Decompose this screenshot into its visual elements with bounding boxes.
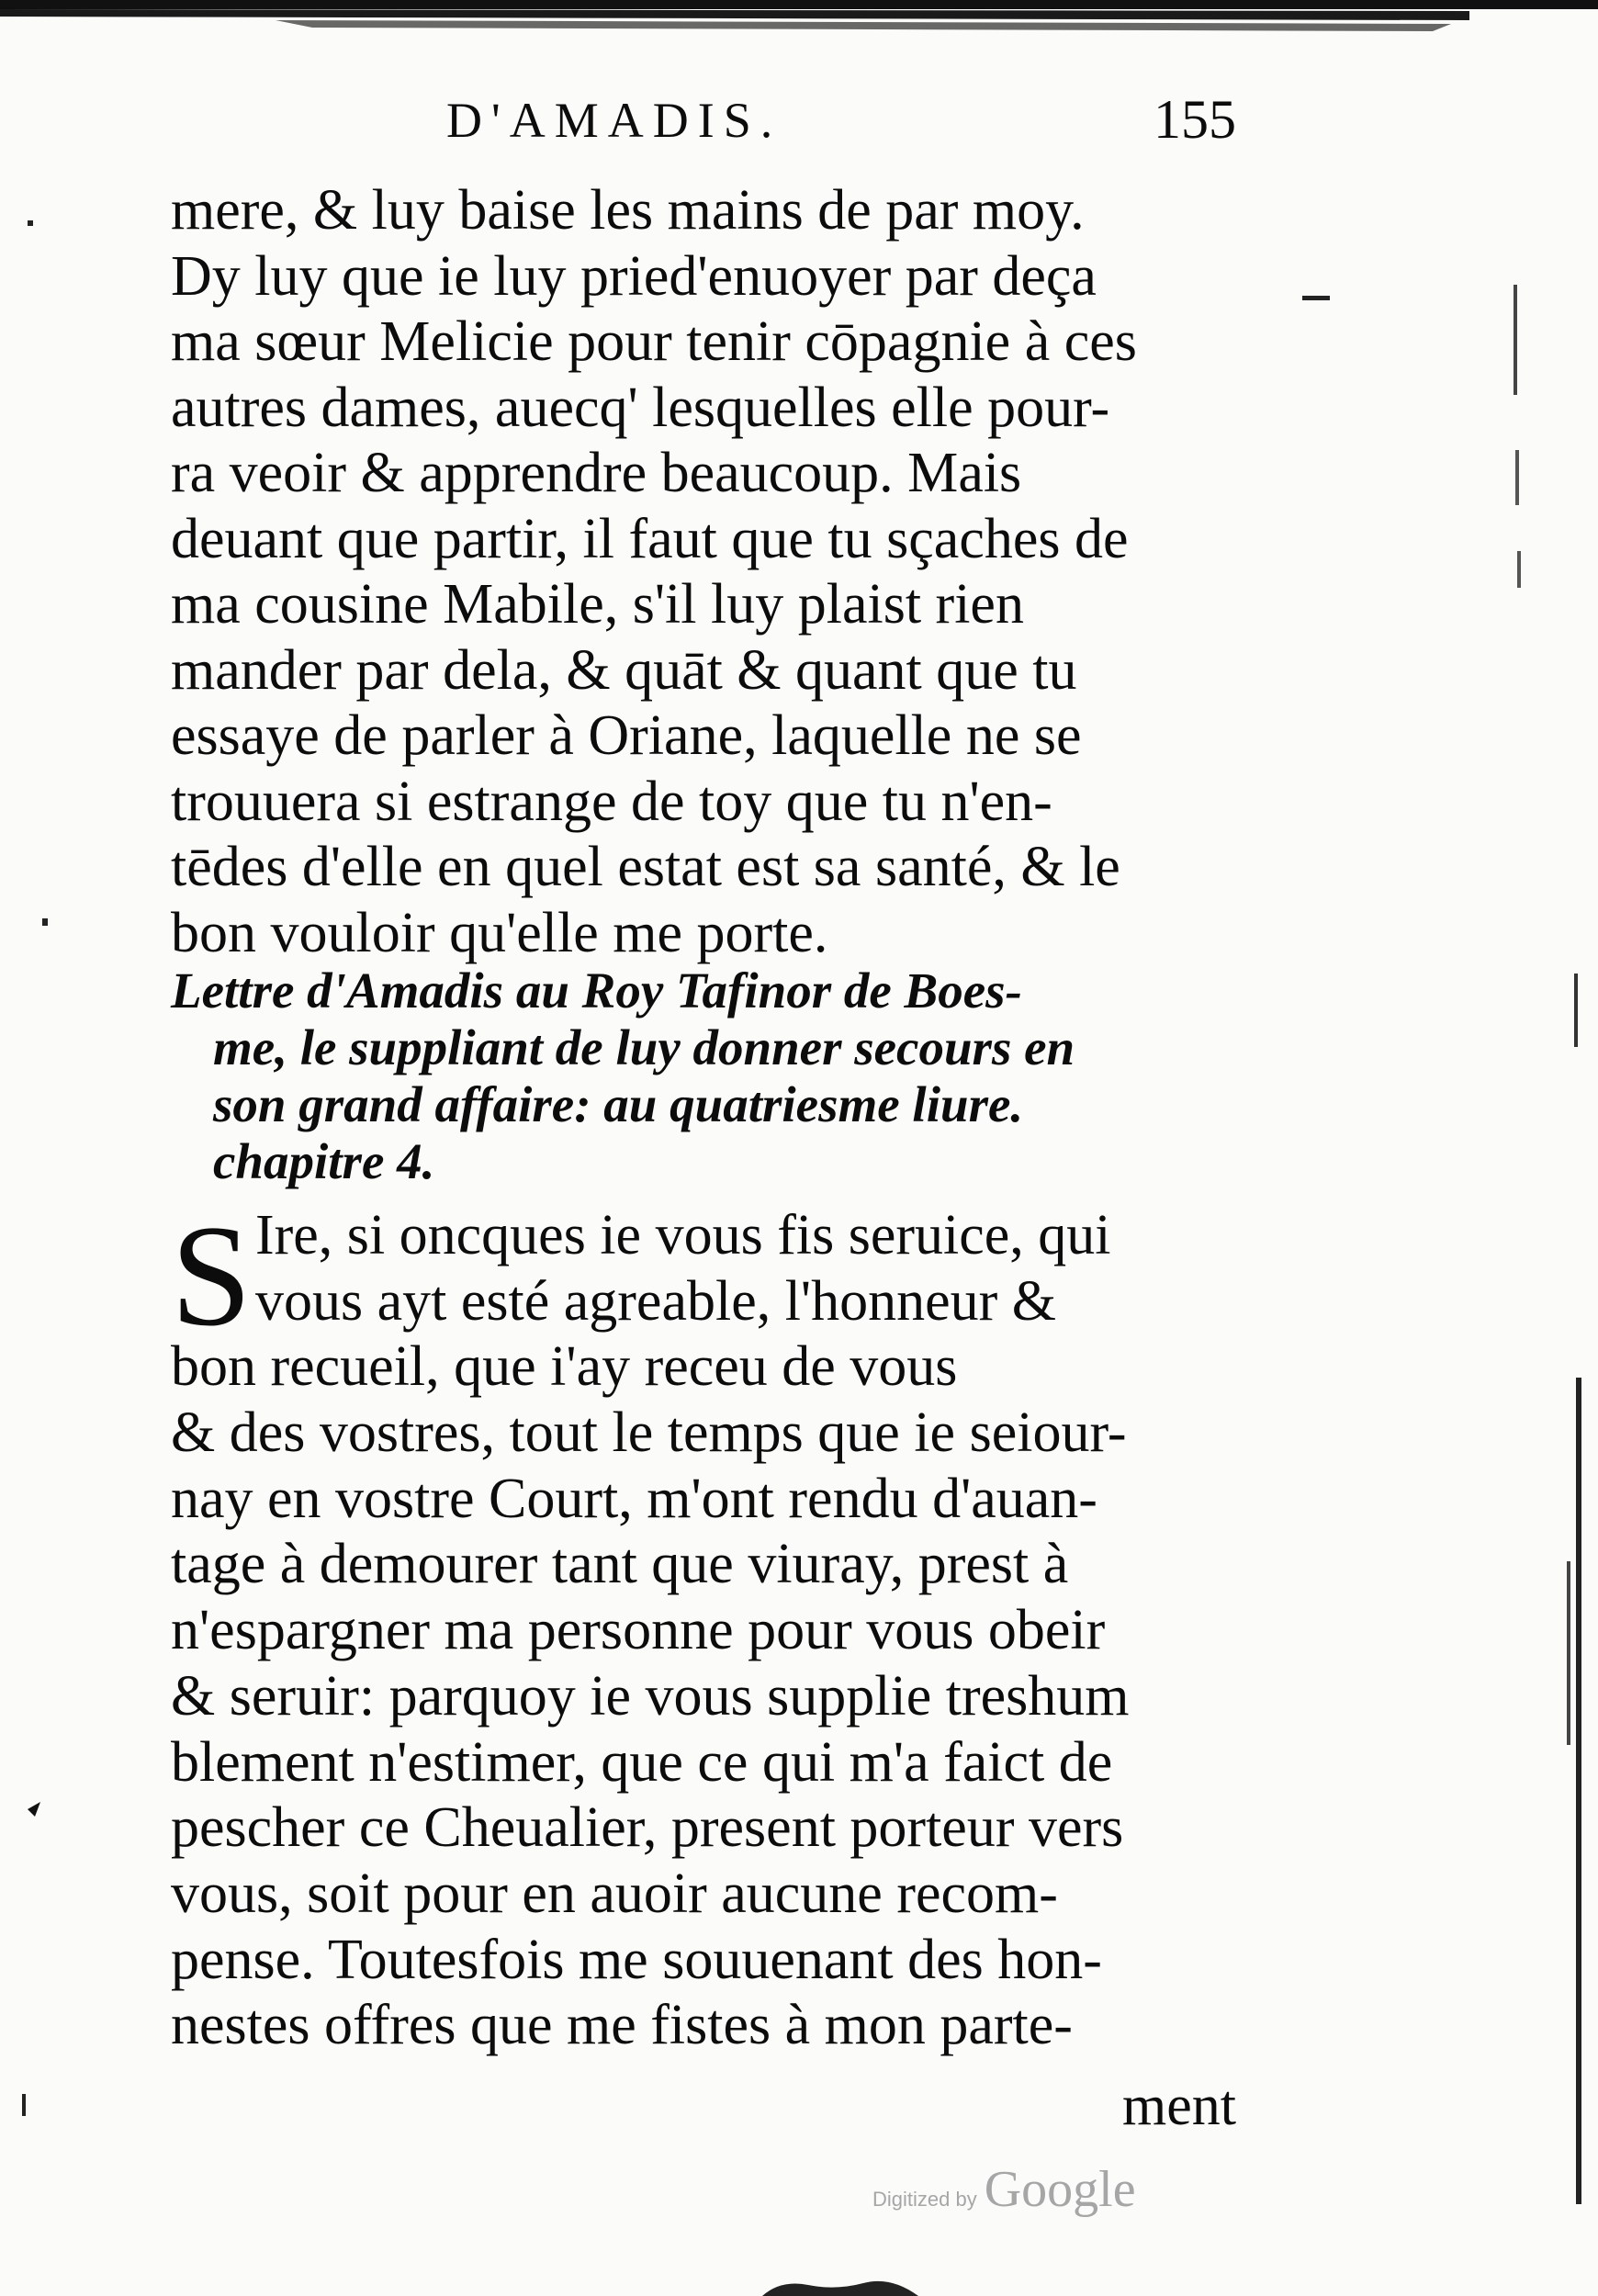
top-border-rule xyxy=(0,0,1598,42)
letter-line: pense. Toutesfois me souuenant des hon- xyxy=(171,1928,1102,1991)
digitized-watermark xyxy=(872,2160,1136,2219)
text-line: deuant que partir, il faut que tu sçaches de xyxy=(171,507,1129,570)
text-line: ra veoir & apprendre beaucoup. Mais xyxy=(171,442,1022,504)
text-line: tēdes d'elle en quel estat est sa santé, & le xyxy=(171,836,1120,898)
letter-line: tage à demourer tant que viuray, prest à xyxy=(171,1533,1069,1596)
letter-line: vous, soit pour en auoir aucune recom- xyxy=(171,1862,1058,1925)
text-line: mander par dela, & quāt & quant que tu xyxy=(171,638,1077,702)
letter-paragraph xyxy=(171,1196,1236,2059)
bottom-edge-mark xyxy=(762,2276,918,2296)
heading-line: me, le suppliant de luy donner secours en xyxy=(213,1019,1075,1075)
watermark-logo-text: Google xyxy=(984,2161,1136,2218)
catchword: ment xyxy=(1122,2075,1236,2137)
heading-line: Lettre d'Amadis au Roy Tafinor de Boes- xyxy=(171,962,1022,1019)
letter-line: vous ayt esté agreable, l'honneur & xyxy=(255,1269,1056,1333)
watermark-small-text: Digitized by xyxy=(872,2188,977,2211)
text-line: autres dames, auecq' lesquelles elle pour- xyxy=(171,376,1110,439)
text-line: ma cousine Mabile, s'il luy plaist rien xyxy=(171,573,1024,636)
text-line: Dy luy que ie luy pried'enuoyer par deça xyxy=(171,244,1097,308)
page-header xyxy=(162,89,1236,156)
drop-cap: S xyxy=(171,1196,252,1356)
letter-line: bon recueil, que i'ay receu de vous xyxy=(171,1335,958,1399)
letter-line: nay en vostre Court, m'ont rendu d'auan- xyxy=(171,1467,1097,1530)
letter-line: & seruir: parquoy ie vous supplie treshum xyxy=(171,1664,1130,1728)
page-number: 155 xyxy=(1153,89,1236,150)
text-line: bon vouloir qu'elle me porte. xyxy=(171,901,828,964)
chapter-heading xyxy=(171,962,1236,1190)
text-line: essaye de parler à Oriane, laquelle ne se xyxy=(171,704,1082,767)
body-paragraph xyxy=(171,178,1236,966)
heading-line: son grand affaire: au quatriesme liure. xyxy=(213,1076,1024,1132)
letter-line: & des vostres, tout le temps que ie seiour- xyxy=(171,1401,1127,1465)
letter-line: nestes offres que me fistes à mon parte- xyxy=(171,1994,1073,2057)
heading-line: chapitre 4. xyxy=(213,1133,435,1189)
text-line: ma sœur Melicie pour tenir cōpagnie à ces xyxy=(171,310,1137,373)
text-line: trouuera si estrange de toy que tu n'en- xyxy=(171,770,1052,833)
letter-line: n'espargner ma personne pour vous obeir xyxy=(171,1599,1106,1662)
letter-line: blement n'estimer, que ce qui m'a faict de xyxy=(171,1730,1113,1794)
running-title: D'AMADIS. xyxy=(446,93,782,148)
text-line: mere, & luy baise les mains de par moy. xyxy=(171,179,1085,242)
letter-line: Ire, si oncques ie vous fis seruice, qui xyxy=(255,1204,1111,1266)
letter-line: pescher ce Cheualier, present porteur vers xyxy=(171,1796,1124,1860)
